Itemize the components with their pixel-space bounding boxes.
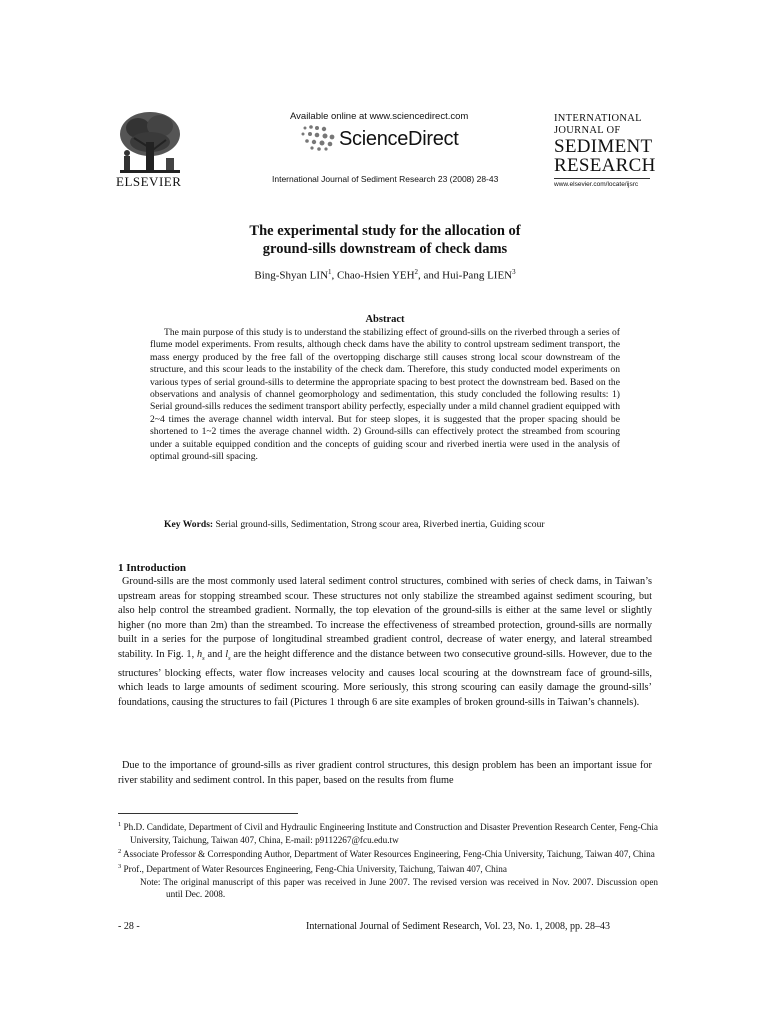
title-line: ground-sills downstream of check dams [262, 241, 508, 257]
section-heading: 1 Introduction [118, 562, 186, 574]
available-online-text: Available online at www.sciencedirect.com [290, 111, 469, 122]
journal-logo-line: JOURNAL OF [554, 125, 621, 136]
journal-url: www.elsevier.com/locate/ijsrc [554, 181, 639, 188]
manuscript-note: Note: The original manuscript of this paper was received in June 2007. The revised version was received in Nov. 2007. Discussion open until Dec. 2008. [140, 876, 658, 900]
variable-subscript: s [228, 655, 231, 663]
page-number: - 28 - [118, 921, 140, 932]
footnote-mark: 3 [118, 862, 122, 870]
author-list [180, 268, 590, 282]
publisher-name: ELSEVIER [116, 174, 182, 189]
footnote [118, 819, 658, 846]
variable-subscript: s [202, 655, 205, 663]
sciencedirect-wordmark: ScienceDirect [339, 128, 459, 150]
footnotes [118, 819, 658, 901]
author-separator: , and [418, 269, 443, 282]
footnote-mark: 1 [118, 821, 122, 828]
journal-logo-line: INTERNATIONAL [554, 113, 642, 124]
author-affiliation-mark: 2 [414, 268, 419, 276]
journal-logo-divider [554, 178, 650, 179]
title-line: The experimental study for the allocation of [249, 223, 521, 239]
variable-l: l [225, 648, 229, 660]
footnote-text: Associate Professor & Corresponding Author, Department of Water Resources Engineering, Feng-Chia University, Taichung, Taiwan 407, China [121, 849, 655, 860]
paragraph-text: are the height difference and the distance between two consecutive ground-sills. However, due to the structures’ blocking effects, water flow increases velocity and causes local scouring at the downstream face of ground-sills, which leads to large amounts of sediment scouring. More seriously, this strong scouring can easily damage the ground-sills’ foundations, causing the structures to fail (Pictures 1 through 6 are site examples of broken ground-sills in Taiwan’s channels). [118, 648, 653, 708]
abstract-text: The main purpose of this study is to understand the stabilizing effect of ground-sills on the riverbed through a series of flume model experiments. From results, although check dams have the ability to control upstream sediment transport, the mass energy produced by the free fall of the overtopping discharge still causes strong local scour downstream of the structure, and this scour leads to the instability of the check dam. Therefore, this study conducted model experiments on various types of serial ground-sills to determine the appropriate spacing to best protect the downstream bed. Based on the observations and analysis of channel geomorphology and sedimentation, this study concluded the following results: 1) Serial ground-sills reduces the sediment transport ability perfectly, especially under a mild channel gradient equipped with 2~4 times the average channel width interval. But for steep slopes, it is suggested that the proper spacing should be shortened to 1~2 times the average channel width. 2) Ground-sills can effectively protect the streambed from scouring under a suitable equipped condition and the concepts of guiding scour and riverbed inertia were used in the analysis of optimal ground-sill spacing. [150, 327, 620, 463]
author-name: Hui-Pang LIEN [442, 269, 513, 282]
author-name: Bing-Shyan LIN [254, 269, 329, 282]
author-name: Chao-Hsien YEH [337, 269, 415, 282]
footnote [118, 861, 658, 876]
paragraph-text: and [204, 648, 226, 660]
intro-paragraph [118, 575, 652, 710]
footnote-text: Ph.D. Candidate, Department of Civil and Hydraulic Engineering Institute and Construction and Disaster Prevention Research Center, Feng-Chia University, Taichung, Taiwan 407, China, E-mail: p9112267@fcu.edu.tw [121, 822, 658, 845]
author-separator: , [331, 269, 338, 282]
author-affiliation-mark: 3 [512, 268, 516, 276]
footnote-mark: 2 [118, 848, 122, 856]
keywords-list: Serial ground-sills, Sedimentation, Strong scour area, Riverbed inertia, Guiding scour [213, 519, 545, 530]
journal-logo [554, 113, 656, 188]
journal-citation: International Journal of Sediment Research 23 (2008) 28-43 [272, 174, 499, 184]
article-title [180, 222, 590, 258]
intro-paragraph: Due to the importance of ground-sills as river gradient control structures, this design problem has been an important issue for river stability and sediment control. In this paper, based on the results from flume [118, 760, 652, 786]
sciencedirect-dots-icon [297, 124, 337, 152]
paragraph-text: Ground-sills are the most commonly used lateral sediment control structures, combined with series of check dams, in Taiwan’s upstream areas for stopping streambed scour. These structures not only stabilize the streambed against sediment scouring, but also help control the streambed gradient. Normally, the top elevation of the ground-sills is either at the same level or slightly higher (no more than 2m) than the streambed. To increase the effectiveness of streambed protection, ground-sills are normally built in a series for the purpose of longitudinal streambed gradient control, decrease of water energy, and lateral streambed stability. In Fig. 1, [118, 576, 652, 660]
footnote-divider [118, 813, 298, 814]
abstract-heading: Abstract [365, 314, 405, 325]
variable-h: h [196, 648, 203, 660]
journal-logo-line: RESEARCH [554, 155, 656, 176]
footnote [118, 846, 658, 861]
author-affiliation-mark: 1 [328, 268, 332, 276]
footer-journal-citation: International Journal of Sediment Research, Vol. 23, No. 1, 2008, pp. 28–43 [306, 921, 611, 932]
footnote-text: Prof., Department of Water Resources Engineering, Feng-Chia University, Taichung, Taiwan 407, China [121, 863, 507, 874]
keywords-label: Key Words: [164, 519, 214, 530]
keywords [150, 519, 620, 530]
journal-logo-line: SEDIMENT [554, 136, 653, 157]
